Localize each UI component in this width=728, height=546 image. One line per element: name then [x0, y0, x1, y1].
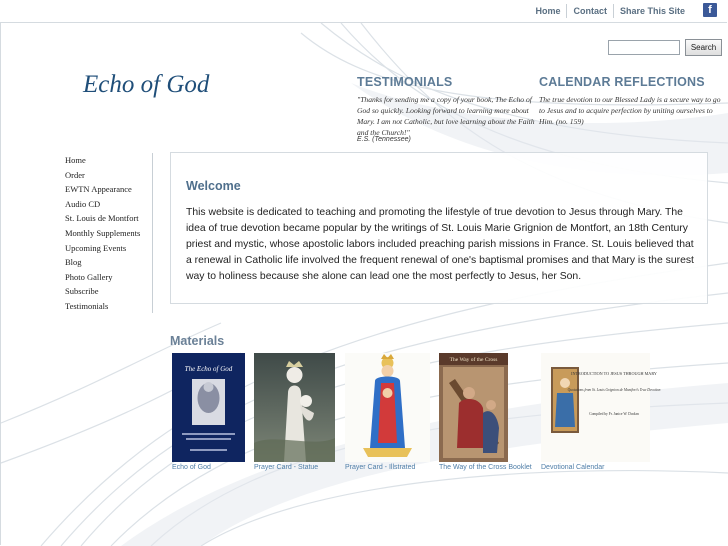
materials-title: Materials: [170, 334, 225, 348]
sidebar-item-subscribe[interactable]: Subscribe: [65, 286, 99, 297]
welcome-title: Welcome: [186, 179, 241, 193]
illustrated-prayer-card-image[interactable]: [345, 353, 430, 462]
calendar-heading: CALENDAR REFLECTIONS: [539, 75, 705, 89]
top-nav: [529, 0, 691, 22]
material-item[interactable]: [541, 353, 661, 471]
sidebar-item-photo-gallery[interactable]: Photo Gallery: [65, 271, 113, 282]
sidebar-item-supplements[interactable]: Monthly Supplements: [65, 227, 141, 238]
echo-of-god-cover-image[interactable]: [172, 353, 245, 462]
sidebar-item-blog[interactable]: Blog: [65, 257, 82, 268]
statue-prayer-card-image[interactable]: [254, 353, 335, 462]
calendar-text: The true devotion to our Blessed Lady is a secure way to go to Jesus and to acquire perfection by uniting ourselves to Him. (no. 159): [539, 95, 721, 126]
sidebar-item-audio-cd[interactable]: Audio CD: [65, 198, 101, 209]
sidebar-item-home[interactable]: Home: [65, 155, 86, 165]
sidebar-item-events[interactable]: Upcoming Events: [65, 242, 127, 253]
way-of-the-cross-cover-image[interactable]: [439, 353, 508, 462]
cover-title-text: The Echo of God: [184, 365, 233, 373]
material-caption[interactable]: Prayer Card - Illstrated: [345, 464, 416, 471]
material-item[interactable]: [439, 353, 532, 471]
devotional-calendar-image[interactable]: [541, 353, 661, 462]
sidebar-item-montfort[interactable]: St. Louis de Montfort: [65, 213, 139, 224]
material-caption[interactable]: Prayer Card - Statue: [254, 464, 319, 471]
calendar-cover-subtitle: Quotations from St. Louis Grignion de Montfort's True Devotion: [567, 388, 661, 392]
sidebar-item-order[interactable]: Order: [65, 169, 85, 180]
calendar-cover-compiler: Compiled by Fr. Janice W. Doolan: [589, 412, 639, 416]
testimonials-quote: "Thanks for sending me a copy of your book, The Echo of God so quickly. Looking forward to learning more about Mary. I am not Catholic, but love learning about the Faith and the Church!": [357, 95, 535, 137]
welcome-panel: [170, 152, 708, 304]
testimonials-attribution: E.S. (Tennessee): [357, 136, 411, 143]
facebook-icon[interactable]: f: [703, 3, 717, 17]
site-logo[interactable]: Echo of God: [83, 71, 210, 98]
material-item[interactable]: [172, 353, 245, 471]
material-caption[interactable]: The Way of the Cross Booklet: [439, 464, 532, 471]
top-nav-contact-link[interactable]: Contact: [566, 4, 613, 18]
search-input[interactable]: [608, 40, 680, 55]
sidebar-item-testimonials[interactable]: Testimonials: [65, 300, 109, 311]
top-bar: [0, 0, 727, 22]
top-nav-share-link[interactable]: Share This Site: [613, 4, 691, 18]
welcome-body: This website is dedicated to teaching and promoting the lifestyle of true devotion to Jesus through Mary. The idea of true devotion became popular by the writings of St. Louis Marie Grignion de Montfort, an 18th Century priest and mystic, whose apostolic labors included preaching parish missions in France. St. Louis believed that a renewal in Catholic life involved the frequent renewal of one's baptismal promises and that Mary is the surest way to holiness because she alone can lead one the most perfectly to Jesus, her Son.: [186, 207, 694, 282]
search-button[interactable]: Search: [685, 39, 722, 56]
cover-title-text: The Way of the Cross: [449, 357, 498, 363]
calendar-cover-heading: INTRODUCTION TO JESUS THROUGH MARY: [571, 371, 657, 376]
material-item[interactable]: [254, 353, 335, 471]
top-nav-home-link[interactable]: Home: [535, 6, 561, 16]
material-caption[interactable]: Echo of God: [172, 464, 211, 471]
sidebar-nav: [65, 153, 153, 313]
sidebar-item-ewtn[interactable]: EWTN Appearance: [65, 184, 132, 195]
material-caption[interactable]: Devotional Calendar: [541, 464, 605, 471]
material-item[interactable]: [345, 353, 430, 471]
page-frame: [0, 22, 727, 545]
testimonials-heading: TESTIMONIALS: [357, 75, 453, 89]
